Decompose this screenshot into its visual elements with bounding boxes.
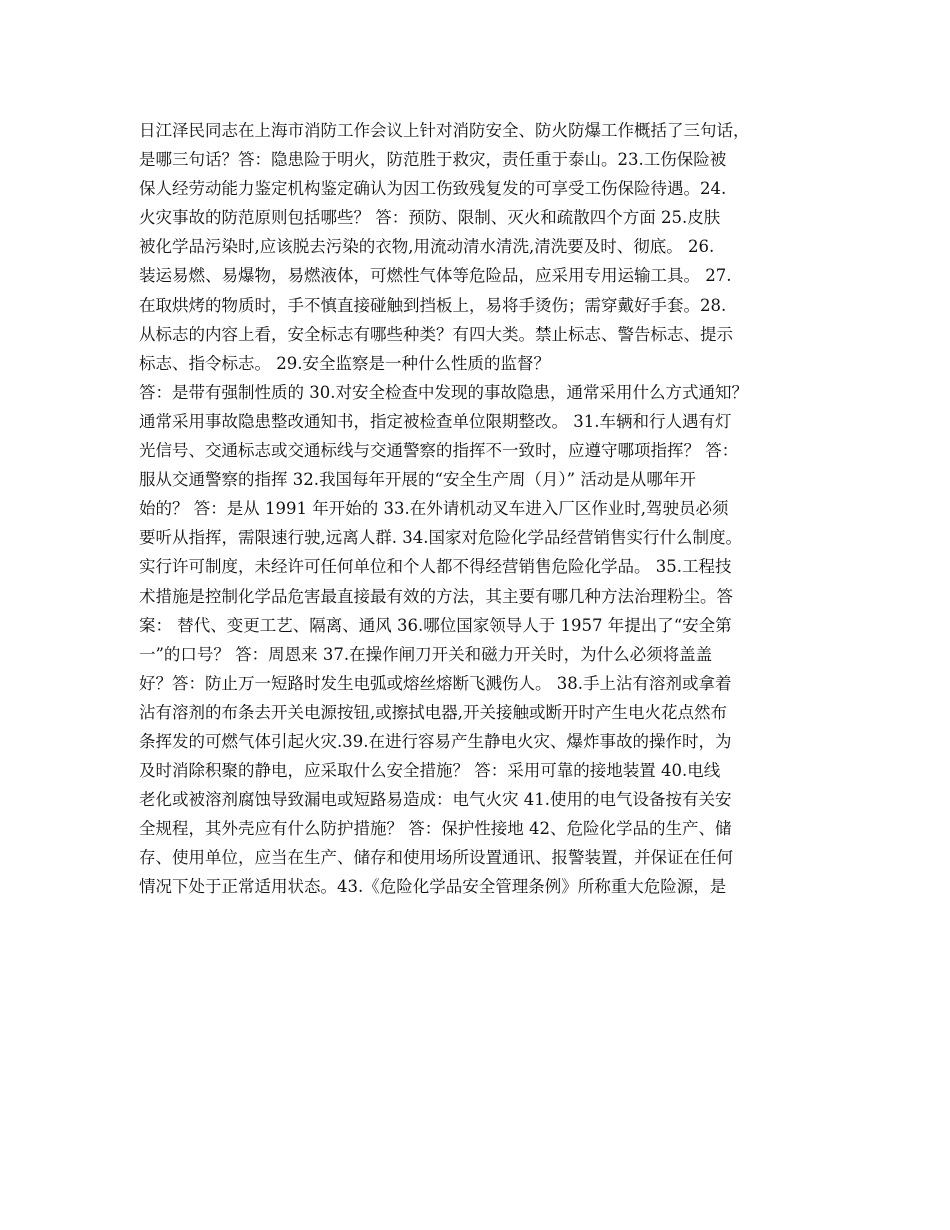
text-line: 沾有溶剂的布条去开关电源按钮,或擦拭电器,开关接触或断开时产生电火花点然布 (139, 702, 727, 722)
text-line: 标志、指令标志。 29.安全监察是一种什么性质的监督？ (139, 353, 550, 373)
text-line: 术措施是控制化学品危害最直接最有效的方法，其主要有哪几种方法治理粉尘。答 (139, 586, 733, 606)
body-text (139, 116, 829, 902)
text-line: 案： 替代、变更工艺、隔离、通风 36.哪位国家领导人于 1957 年提出了“安全第 (139, 615, 732, 635)
text-line: 实行许可制度，未经许可任何单位和个人都不得经营销售危险化学品。 35.工程技 (139, 557, 732, 577)
text-line: 火灾事故的防范原则包括哪些？ 答：预防、限制、灭火和疏散四个方面 25.皮肤 (139, 208, 721, 228)
text-line: 全规程，其外壳应有什么防护措施？ 答：保护性接地 42、危险化学品的生产、储 (139, 819, 732, 839)
text-line: 被化学品污染时,应该脱去污染的衣物,用流动清水清洗,清洗要及时、彻底。 26. (139, 237, 715, 257)
text-line: 从标志的内容上看，安全标志有哪些种类？有四大类。禁止标志、警告标志、提示 (139, 324, 733, 344)
text-line: 是哪三句话？答：隐患险于明火，防范胜于救灾，责任重于泰山。23.工伤保险被 (139, 150, 727, 170)
text-line: 存、使用单位，应当在生产、储存和使用场所设置通讯、报警装置，并保证在任何 (139, 848, 733, 868)
text-line: 光信号、交通标志或交通标线与交通警察的指挥不一致时，应遵守哪项指挥？ 答： (139, 441, 739, 461)
text-line: 老化或被溶剂腐蚀导致漏电或短路易造成：电气火灾 41.使用的电气设备按有关安 (139, 790, 732, 810)
text-line: 条挥发的可燃气体引起火灾.39.在进行容易产生静电火灾、爆炸事故的操作时，为 (139, 731, 732, 751)
text-line: 保人经劳动能力鉴定机构鉴定确认为因工伤致残复发的可享受工伤保险待遇。24. (139, 179, 727, 199)
text-line: 始的？ 答：是从 1991 年开始的 33.在外请机动叉车进入厂区作业时,驾驶员必须 (139, 499, 729, 519)
text-line: 情况下处于正常适用状态。43.《危险化学品安全管理条例》所称重大危险源，是 (139, 877, 727, 897)
text-line: 通常采用事故隐患整改通知书，指定被检查单位限期整改。 31.车辆和行人遇有灯 (139, 411, 732, 431)
text-line: 服从交通警察的指挥 32.我国每年开展的“安全生产周（月）” 活动是从哪年开 (139, 470, 696, 490)
text-line: 要听从指挥，需限速行驶,远离人群. 34.国家对危险化学品经营销售实行什么制度。 (139, 528, 742, 548)
text-line: 答：是带有强制性质的 30.对安全检查中发现的事故隐患，通常采用什么方式通知？ (139, 382, 748, 402)
text-line: 一”的口号？ 答：周恩来 37.在操作闸刀开关和磁力开关时，为什么必须将盖盖 (139, 644, 713, 664)
text-line: 在取烘烤的物质时，手不慎直接碰触到挡板上，易将手烫伤；需穿戴好手套。28. (139, 295, 727, 315)
text-line: 及时消除积聚的静电，应采取什么安全措施？ 答：采用可靠的接地装置 40.电线 (139, 761, 721, 781)
text-line: 装运易燃、易爆物，易燃液体，可燃性气体等危险品，应采用专用运输工具。 27. (139, 266, 732, 286)
text-line: 日江泽民同志在上海市消防工作会议上针对消防安全、防火防爆工作概括了三句话， (139, 121, 750, 140)
text-line: 好？答：防止万一短路时发生电弧或熔丝熔断飞溅伤人。 38.手上沾有溶剂或拿着 (139, 673, 732, 693)
